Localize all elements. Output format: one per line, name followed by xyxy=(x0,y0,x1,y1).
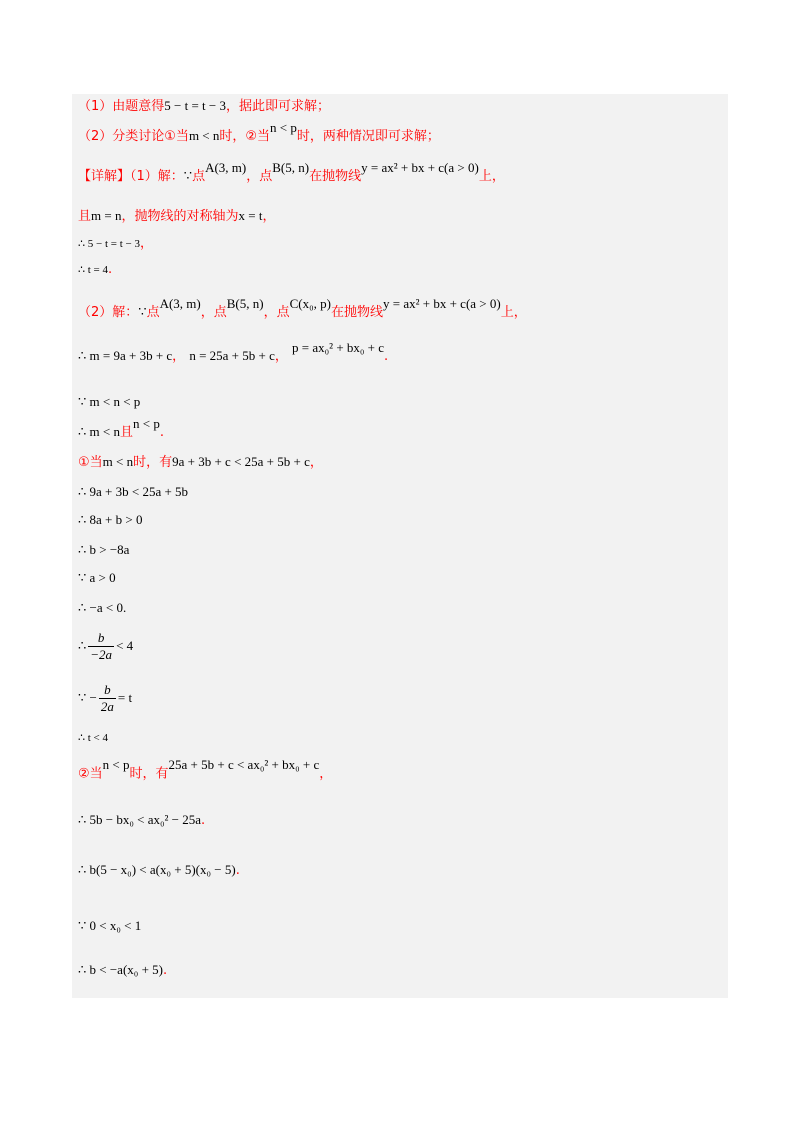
period: . xyxy=(235,863,240,878)
part2-line-1 xyxy=(78,295,527,321)
case2-step-2-math: ∴ b(5 − x₀) < a(x₀ + 5)(x₀ − 5) xyxy=(78,862,236,877)
case1-lead: ①当 xyxy=(78,455,103,470)
shang-text: 上， xyxy=(500,305,527,320)
analysis-1-prefix: （1）由题意得 xyxy=(78,99,165,114)
step-5-t xyxy=(78,236,153,252)
dian-label: 点 xyxy=(146,305,160,320)
part2-header: （2）解： xyxy=(78,305,139,320)
point-b: B(5, n) xyxy=(226,295,264,311)
case1-ineq: 9a + 3b + c < 25a + 5b + c xyxy=(172,454,310,469)
period: . xyxy=(384,349,389,364)
case1-step-2 xyxy=(78,512,142,529)
dian-label: 点 xyxy=(192,169,206,184)
case1-step-5 xyxy=(78,600,126,617)
detail-header: 【详解】（1）解： xyxy=(78,169,184,184)
case1-step-1 xyxy=(78,484,188,501)
case1-step-6 xyxy=(78,630,133,663)
analysis-2-mid: 时，②当 xyxy=(219,129,271,144)
m-lt-n: ∴ m < n xyxy=(78,424,120,439)
qie-text: 且 xyxy=(119,425,133,440)
comma: ， xyxy=(262,209,276,224)
case1-step-8 xyxy=(78,730,108,746)
comma: ， xyxy=(172,349,186,364)
analysis-line-2 xyxy=(78,119,440,145)
step-t-4 xyxy=(78,262,112,278)
comma-dian: ，点 xyxy=(263,305,290,320)
case1-step-8-math: ∴ t < 4 xyxy=(78,732,109,744)
case1-step-7 xyxy=(78,682,132,715)
case1-step-6-pre: ∴ xyxy=(78,638,87,653)
eq-m: ∴ m = 9a + 3b + c xyxy=(78,348,173,363)
case2-step-1-math: ∴ 5b − bx₀ < ax₀² − 25a xyxy=(78,812,202,827)
period: . xyxy=(201,813,206,828)
parabola-equation: y = ax² + bx + c(a > 0) xyxy=(361,159,479,175)
comma-dian: ，点 xyxy=(246,169,273,184)
analysis-2-prefix: （2）分类讨论①当 xyxy=(78,129,189,144)
case2-line xyxy=(78,757,333,783)
analysis-line-1 xyxy=(78,98,330,115)
case1-mid: 时，有 xyxy=(133,455,173,470)
and-text: 且 xyxy=(78,209,92,224)
parabola-equation: y = ax² + bx + c(a > 0) xyxy=(383,295,501,311)
given-order xyxy=(78,394,140,411)
comma: ， xyxy=(309,455,323,470)
because-symbol: ∵ xyxy=(183,168,193,183)
fraction-denominator: 2a xyxy=(100,699,114,714)
comma: ， xyxy=(139,236,153,251)
case1-step-4 xyxy=(78,570,116,587)
case1-line xyxy=(78,454,323,471)
given-order-math: ∵ m < n < p xyxy=(78,394,141,409)
case1-step-7-post: = t xyxy=(117,690,133,705)
period: . xyxy=(159,425,164,440)
x-eq-t: x = t xyxy=(238,208,263,223)
point-c: C(x₀, p) xyxy=(289,295,331,311)
case2-step-1 xyxy=(78,812,205,829)
case1-step-1-math: ∴ 9a + 3b < 25a + 5b xyxy=(78,484,189,499)
fraction-denominator: −2a xyxy=(90,647,113,662)
fraction-b-over-neg2a xyxy=(88,630,114,663)
fraction-b-over-2a xyxy=(99,682,116,715)
m-eq-n: m = n xyxy=(91,208,122,223)
axis-text: ，抛物线的对称轴为 xyxy=(121,209,239,224)
shang-text: 上， xyxy=(478,169,505,184)
part2-equations xyxy=(78,339,389,365)
on-parabola-text: 在抛物线 xyxy=(309,169,362,184)
case2-step-4-math: ∴ b < −a(x₀ + 5) xyxy=(78,962,163,977)
detail-line-1 xyxy=(78,159,505,185)
comma: ， xyxy=(319,766,333,782)
case1-step-2-math: ∴ 8a + b > 0 xyxy=(78,512,143,527)
step-5-t-math: ∴ 5 − t = t − 3 xyxy=(78,238,140,250)
fraction-numerator: b xyxy=(97,630,105,645)
detail-line-2 xyxy=(78,208,275,225)
analysis-2-math-2: n < p xyxy=(270,119,297,135)
case1-step-3-math: ∴ b > −8a xyxy=(78,542,130,557)
case2-step-2 xyxy=(78,862,240,879)
because-symbol: ∵ xyxy=(138,304,147,319)
period: . xyxy=(108,262,113,277)
case1-cond: m < n xyxy=(102,454,134,469)
case2-lead: ②当 xyxy=(78,766,103,782)
case1-step-5-math: ∴ −a < 0. xyxy=(78,600,127,615)
analysis-2-math-1: m < n xyxy=(188,128,220,143)
eq-n: n = 25a + 5b + c xyxy=(189,348,275,363)
analysis-1-math: 5 − t = t − 3 xyxy=(164,98,226,113)
fraction-numerator: b xyxy=(104,682,111,697)
case1-step-6-post: < 4 xyxy=(116,638,134,653)
step-t-4-math: ∴ t = 4 xyxy=(78,264,109,276)
eq-p: p = ax₀² + bx₀ + c xyxy=(292,339,385,355)
split-order xyxy=(78,415,164,441)
case1-step-3 xyxy=(78,542,129,559)
case2-step-4 xyxy=(78,962,167,979)
analysis-2-suffix: 时，两种情况即可求解； xyxy=(296,129,440,144)
comma: ， xyxy=(274,349,288,364)
analysis-1-suffix: ，据此即可求解； xyxy=(226,99,331,114)
period: . xyxy=(162,963,168,978)
case2-cond: n < p xyxy=(102,757,130,772)
case2-step-3-math: ∵ 0 < x₀ < 1 xyxy=(78,918,142,933)
point-a: A(3, m) xyxy=(159,295,201,311)
case1-step-7-pre: ∵ − xyxy=(78,690,97,705)
point-a: A(3, m) xyxy=(205,159,247,175)
n-lt-p: n < p xyxy=(132,415,160,431)
comma-dian: ，点 xyxy=(200,305,227,320)
on-parabola-text: 在抛物线 xyxy=(331,305,384,320)
case2-mid: 时，有 xyxy=(129,766,169,782)
case1-step-4-math: ∵ a > 0 xyxy=(78,570,116,585)
case2-step-3 xyxy=(78,918,141,935)
case2-ineq: 25a + 5b + c < ax₀² + bx₀ + c xyxy=(168,757,320,772)
point-b: B(5, n) xyxy=(272,159,310,175)
